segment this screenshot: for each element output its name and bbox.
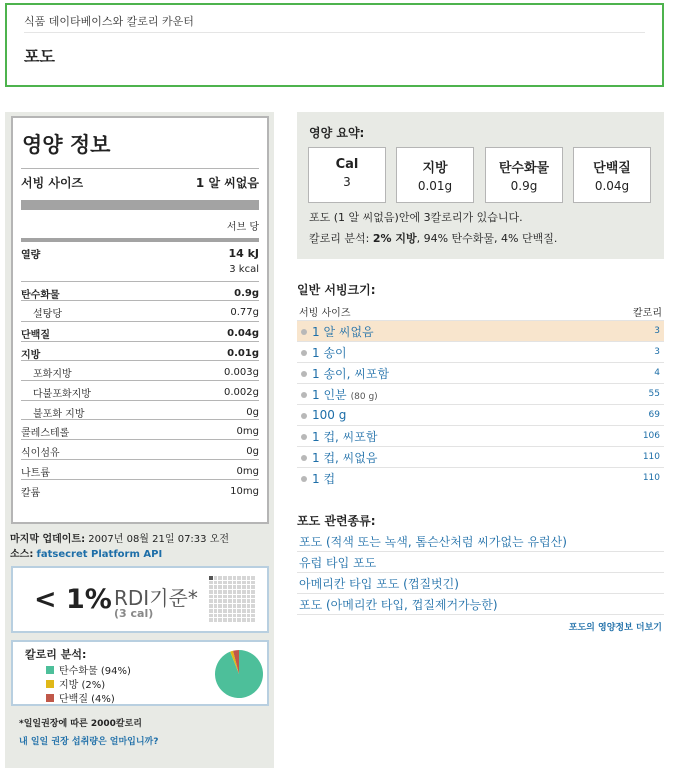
rdi-grid-cell — [237, 599, 241, 603]
updated-line — [10, 530, 229, 545]
serving-calories: 3 — [654, 347, 660, 357]
rdi-grid-cell — [214, 585, 218, 589]
rdi-grid-cell — [209, 590, 213, 594]
source-label: 소스: — [10, 549, 34, 560]
serving-calories: 4 — [654, 368, 660, 378]
rdi-grid-cell — [242, 618, 246, 622]
rdi-footnote: *일일권장에 따른 2000칼로리 — [19, 719, 142, 729]
rdi-grid-cell — [223, 590, 227, 594]
rdi-grid-cell — [233, 576, 237, 580]
serving-row[interactable] — [297, 425, 664, 446]
rdi-grid-cell — [223, 614, 227, 618]
rdi-grid-cell — [233, 614, 237, 618]
rdi-grid-cell — [242, 604, 246, 608]
serving-calories: 69 — [648, 410, 660, 420]
rdi-grid-cell — [247, 585, 251, 589]
nutrient-label: 포화지방 — [33, 369, 72, 380]
serving-label[interactable]: 1 인분 — [312, 387, 347, 402]
nutrient-row — [21, 305, 259, 320]
rdi-grid-cell — [223, 581, 227, 585]
rdi-grid-cell — [214, 595, 218, 599]
nutrient-row — [21, 365, 259, 380]
nutrient-value: 0mg — [236, 466, 259, 477]
label-divider — [21, 479, 259, 480]
nutrient-row — [21, 385, 259, 400]
rdi-grid-cell — [214, 576, 218, 580]
rdi-percent: < 1% — [34, 584, 112, 615]
serving-row[interactable] — [297, 446, 664, 467]
nutrient-row — [21, 444, 259, 459]
summary-box — [308, 147, 386, 203]
source-link[interactable]: fatsecret Platform API — [36, 549, 163, 560]
rdi-grid-cell — [223, 576, 227, 580]
summary-box — [573, 147, 651, 203]
rdi-grid-cell — [218, 581, 222, 585]
rdi-grid-cell — [233, 618, 237, 622]
per-serving-label: 서브 당 — [226, 222, 259, 233]
rdi-grid-cell — [209, 604, 213, 608]
serving-name — [301, 323, 374, 340]
rdi-grid-cell — [242, 581, 246, 585]
rdi-grid-cell — [247, 604, 251, 608]
rdi-grid-cell — [247, 581, 251, 585]
rdi-grid-cell — [209, 614, 213, 618]
rdi-grid-cell — [251, 614, 255, 618]
summary-line-2 — [309, 230, 557, 246]
serving-name — [301, 449, 377, 466]
bullet-icon — [301, 392, 307, 398]
rdi-grid-cell — [228, 576, 232, 580]
rdi-grid-cell — [247, 614, 251, 618]
rdi-grid-cell — [209, 585, 213, 589]
rdi-grid-cell — [218, 585, 222, 589]
serving-row[interactable] — [297, 467, 664, 488]
summary-line-1: 포도 (1 알 씨없음)안에 3칼로리가 있습니다. — [309, 211, 523, 224]
servings-col-size: 서빙 사이즈 — [299, 308, 351, 319]
label-divider — [21, 281, 259, 282]
serving-label[interactable]: 1 송이 — [312, 345, 347, 360]
rdi-grid-cell — [209, 576, 213, 580]
servings-col-calories: 칼로리 — [633, 308, 662, 319]
nutrient-label: 식이섬유 — [21, 448, 60, 459]
nutrient-value: 0.002g — [224, 387, 259, 398]
rdi-grid-cell — [251, 595, 255, 599]
nutrient-value: 0.003g — [224, 367, 259, 378]
serving-name — [301, 470, 335, 487]
serving-row[interactable] — [297, 362, 664, 383]
summary-box — [485, 147, 563, 203]
rdi-grid-cell — [209, 599, 213, 603]
rdi-grid-cell — [209, 581, 213, 585]
label-medium-bar — [21, 238, 259, 242]
rdi-grid-cell — [237, 595, 241, 599]
rdi-grid-cell — [228, 590, 232, 594]
nutrient-row — [21, 346, 259, 361]
rdi-grid-cell — [237, 618, 241, 622]
nutrient-value: 0.9g — [234, 288, 259, 299]
rdi-grid-cell — [214, 618, 218, 622]
nutrient-value: 0.04g — [227, 328, 259, 339]
bullet-icon — [301, 350, 307, 356]
rdi-label: RDI기준* — [114, 586, 198, 610]
updated-value: 2007년 08월 21일 07:33 오전 — [88, 534, 230, 545]
rdi-grid-cell — [251, 599, 255, 603]
rdi-grid-cell — [233, 595, 237, 599]
rdi-grid-cell — [209, 618, 213, 622]
nutrient-label: 칼륨 — [21, 488, 41, 499]
rdi-grid-cell — [242, 614, 246, 618]
serving-calories: 3 — [654, 326, 660, 336]
nutrient-row — [21, 286, 259, 301]
rdi-grid-cell — [214, 614, 218, 618]
nutrient-value: 10mg — [230, 486, 259, 497]
rdi-calories: (3 cal) — [114, 607, 154, 620]
rdi-grid-cell — [247, 590, 251, 594]
nutrient-row — [21, 405, 259, 420]
summary-box-value: 0.9g — [510, 179, 538, 193]
label-divider — [21, 380, 259, 381]
rdi-grid-cell — [233, 581, 237, 585]
rdi-grid-cell — [251, 604, 255, 608]
breakdown-title: 칼로리 분석: — [25, 648, 87, 661]
label-thick-bar — [21, 200, 259, 210]
rdi-grid-cell — [237, 604, 241, 608]
rdi-grid-cell — [223, 609, 227, 613]
updated-label: 마지막 업데이트: — [10, 534, 86, 545]
rdi-grid-cell — [218, 609, 222, 613]
label-divider — [21, 300, 259, 301]
rdi-grid-cell — [247, 599, 251, 603]
energy-row — [21, 246, 259, 261]
rdi-grid-cell — [223, 599, 227, 603]
summary-box-value: 3 — [343, 175, 351, 189]
summary-box-key: 탄수화물 — [498, 161, 550, 176]
rdi-grid-cell — [233, 585, 237, 589]
rdi-grid-cell — [251, 618, 255, 622]
nutrient-value: 0g — [246, 407, 259, 418]
rdi-grid-cell — [242, 576, 246, 580]
rdi-grid-cell — [218, 590, 222, 594]
serving-label[interactable]: 1 컵, 씨포함 — [312, 429, 378, 444]
breadcrumb[interactable]: 식품 데이타베이스와 칼로리 카운터 — [24, 15, 194, 28]
nutrient-label: 지방 — [21, 350, 41, 361]
rdi-grid-cell — [214, 599, 218, 603]
nutrient-value: 0g — [246, 446, 259, 457]
rdi-grid-cell — [214, 590, 218, 594]
rdi-grid-cell — [218, 595, 222, 599]
rdi-grid-cell — [228, 599, 232, 603]
rdi-grid-cell — [228, 604, 232, 608]
rdi-grid-cell — [237, 614, 241, 618]
rdi-grid-cell — [237, 576, 241, 580]
rdi-grid-cell — [233, 590, 237, 594]
nutrient-row — [21, 484, 259, 499]
rdi-grid-cell — [242, 595, 246, 599]
label-divider — [21, 439, 259, 440]
label-divider — [21, 321, 259, 322]
serving-label[interactable]: 1 송이, 씨포함 — [312, 366, 390, 381]
serving-name — [301, 408, 346, 422]
energy-kj: 14 kJ — [228, 247, 259, 260]
serving-calories: 55 — [648, 389, 660, 399]
rdi-grid-cell — [251, 609, 255, 613]
rdi-grid-cell — [247, 609, 251, 613]
rdi-grid-cell — [251, 576, 255, 580]
label-divider — [21, 459, 259, 460]
rdi-grid-cell — [242, 609, 246, 613]
summary-box-value: 0.04g — [594, 179, 630, 193]
related-link[interactable]: 포도 (적색 또는 녹색, 톰슨산처럼 씨가없는 유럽산) — [299, 534, 567, 549]
rdi-grid-cell — [223, 585, 227, 589]
rdi-grid-cell — [242, 590, 246, 594]
rdi-grid-cell — [218, 599, 222, 603]
rdi-grid-cell — [223, 604, 227, 608]
breakdown-legend-item — [46, 662, 131, 677]
serving-calories: 106 — [642, 431, 660, 441]
source-line — [10, 545, 162, 560]
bullet-icon — [301, 329, 307, 335]
rdi-grid-cell — [218, 576, 222, 580]
rdi-grid-cell — [242, 585, 246, 589]
related-link[interactable]: 유럽 타입 포도 — [299, 555, 377, 570]
rdi-grid-cell — [218, 614, 222, 618]
serving-row[interactable] — [297, 383, 664, 404]
nutrient-value: 0.77g — [230, 307, 259, 318]
rdi-grid-cell — [237, 581, 241, 585]
rdi-grid-cell — [251, 590, 255, 594]
rdi-grid-cell — [242, 599, 246, 603]
header-divider — [24, 32, 645, 33]
label-divider — [21, 419, 259, 420]
rdi-grid-cell — [214, 604, 218, 608]
serving-calories: 110 — [642, 473, 660, 483]
rdi-panel — [11, 566, 269, 633]
legend-label: 단백질 (4%) — [59, 694, 115, 705]
rdi-grid-cell — [251, 581, 255, 585]
nutrient-label: 단백질 — [21, 330, 50, 341]
rdi-grid-cell — [223, 595, 227, 599]
nutrition-label-title: 영양 정보 — [22, 133, 111, 157]
related-link[interactable]: 아메리칸 타입 포도 (껍질벗긴) — [299, 576, 459, 591]
rdi-grid-cell — [228, 585, 232, 589]
serving-name — [301, 428, 377, 445]
servings-title: 일반 서빙크기: — [297, 283, 376, 297]
summary-title: 영양 요약: — [309, 126, 365, 140]
label-divider — [21, 400, 259, 401]
nutrient-label: 탄수화물 — [21, 290, 60, 301]
bullet-icon — [301, 413, 307, 419]
nutrient-label: 콜레스테롤 — [21, 428, 70, 439]
summary-box — [396, 147, 474, 203]
rdi-grid-cell — [209, 595, 213, 599]
related-item[interactable] — [297, 594, 664, 615]
legend-label: 탄수화물 (94%) — [59, 666, 131, 677]
summary-box-value: 0.01g — [417, 179, 453, 193]
rdi-grid-cell — [233, 604, 237, 608]
serving-row[interactable] — [297, 404, 664, 425]
nutrient-label: 설탕당 — [33, 309, 62, 320]
nutrition-summary — [297, 112, 664, 259]
rdi-grid-cell — [251, 585, 255, 589]
legend-swatch — [46, 694, 54, 702]
rdi-grid-cell — [214, 609, 218, 613]
rdi-grid-cell — [228, 581, 232, 585]
serving-label[interactable]: 100 g — [312, 408, 347, 422]
label-divider — [21, 341, 259, 342]
serving-label[interactable]: 1 알 씨없음 — [312, 324, 374, 339]
rdi-grid-cell — [228, 609, 232, 613]
nutrient-label: 다불포화지방 — [33, 389, 91, 400]
related-item[interactable] — [297, 531, 664, 552]
related-link[interactable]: 포도 (아메리칸 타입, 껍질제거가능한) — [299, 597, 498, 612]
nutrition-label — [11, 116, 269, 524]
related-title: 포도 관련종류: — [297, 514, 376, 528]
summary-box-key: 지방 — [422, 161, 448, 176]
rdi-grid-cell — [237, 609, 241, 613]
serving-size-label: 서빙 사이즈 — [21, 176, 84, 190]
per-serving-row — [21, 218, 259, 233]
bullet-icon — [301, 476, 307, 482]
left-column — [5, 112, 274, 768]
energy-kcal: 3 kcal — [229, 264, 259, 275]
more-nutrition-link[interactable]: 포도의 영양정보 더보기 — [568, 623, 662, 633]
rdi-grid-cell — [237, 590, 241, 594]
rdi-grid-cell — [247, 618, 251, 622]
calorie-breakdown-panel — [11, 640, 269, 706]
serving-name — [301, 386, 378, 403]
rdi-grid — [209, 576, 255, 622]
serving-label[interactable]: 1 컵 — [312, 471, 336, 486]
bullet-icon — [301, 455, 307, 461]
serving-row[interactable] — [297, 341, 664, 362]
breakdown-pie-chart — [214, 649, 264, 699]
serving-grams: (80 g) — [350, 391, 378, 402]
legend-label: 지방 (2%) — [59, 680, 106, 691]
rdi-grid-cell — [233, 599, 237, 603]
summary-line-2-prefix: 칼로리 분석: — [309, 232, 373, 245]
rdi-grid-cell — [247, 576, 251, 580]
energy-kcal-row — [21, 264, 259, 275]
summary-box-key: Cal — [335, 157, 359, 172]
rdi-grid-cell — [218, 604, 222, 608]
rdi-grid-cell — [223, 618, 227, 622]
serving-name — [301, 365, 389, 382]
serving-label[interactable]: 1 컵, 씨없음 — [312, 450, 378, 465]
summary-box-key: 단백질 — [593, 161, 631, 176]
breakdown-legend-item — [46, 676, 105, 691]
servings-header — [297, 304, 664, 319]
label-divider — [21, 168, 259, 169]
label-divider — [21, 360, 259, 361]
nutrient-row — [21, 424, 259, 439]
related-item[interactable] — [297, 552, 664, 573]
rdi-grid-cell — [209, 609, 213, 613]
summary-line-2-bold: 2% 지방 — [372, 232, 417, 245]
nutrient-label: 나트륨 — [21, 468, 50, 479]
rdi-grid-cell — [247, 595, 251, 599]
rdi-grid-cell — [214, 581, 218, 585]
energy-label: 열량 — [21, 250, 41, 261]
nutrient-value: 0.01g — [227, 348, 259, 359]
rdi-grid-cell — [228, 614, 232, 618]
rdi-grid-cell — [237, 585, 241, 589]
page-title: 포도 — [24, 47, 55, 66]
serving-size-row — [21, 174, 259, 191]
bullet-icon — [301, 434, 307, 440]
nutrient-row — [21, 326, 259, 341]
nutrient-row — [21, 464, 259, 479]
serving-size-value: 1 알 씨없음 — [195, 176, 259, 190]
summary-line-2-rest: , 94% 탄수화물, 4% 단백질. — [416, 232, 558, 245]
legend-swatch — [46, 666, 54, 674]
serving-row[interactable] — [297, 320, 664, 341]
related-item[interactable] — [297, 573, 664, 594]
rdi-grid-cell — [228, 618, 232, 622]
breakdown-legend-item — [46, 690, 115, 705]
page-header — [5, 3, 664, 87]
rdi-help-link[interactable]: 내 일일 권장 섭취량은 얼마입니까? — [19, 737, 159, 747]
rdi-grid-cell — [233, 609, 237, 613]
rdi-grid-cell — [218, 618, 222, 622]
legend-swatch — [46, 680, 54, 688]
rdi-grid-cell — [228, 595, 232, 599]
bullet-icon — [301, 371, 307, 377]
nutrient-value: 0mg — [236, 426, 259, 437]
nutrient-label: 불포화 지방 — [33, 409, 85, 420]
serving-name — [301, 344, 347, 361]
serving-calories: 110 — [642, 452, 660, 462]
